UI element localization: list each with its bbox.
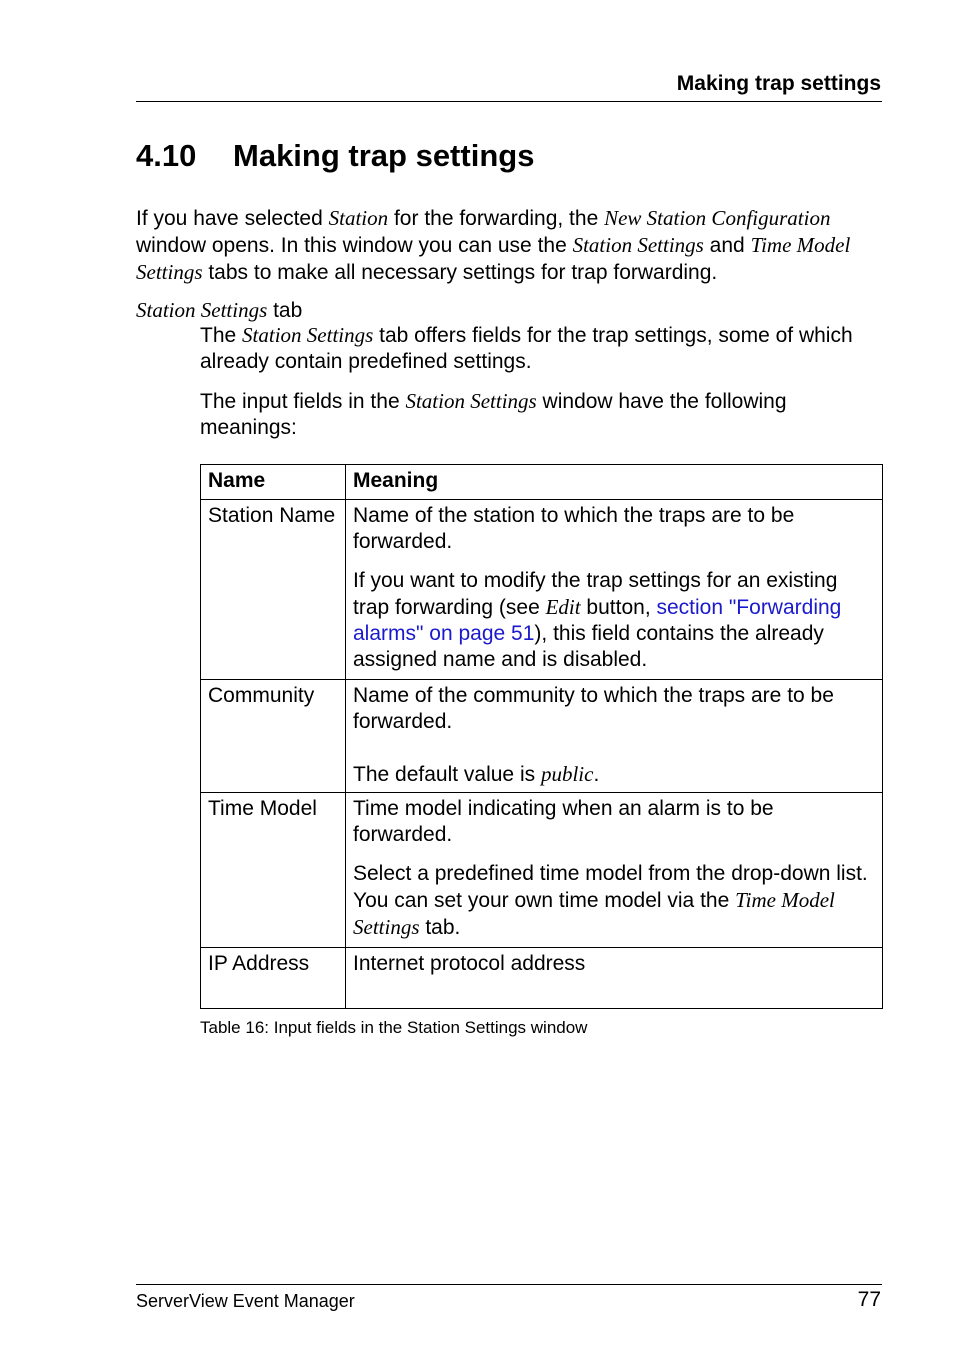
column-header-name: Name: [201, 465, 346, 500]
section-heading: [136, 138, 534, 174]
field-meaning: [346, 680, 883, 793]
header-rule: [136, 101, 882, 102]
meaning-paragraph: [353, 761, 876, 788]
footer-title: ServerView Event Manager: [136, 1291, 355, 1311]
page-number: 77: [857, 1288, 881, 1311]
meaning-text: The default value is: [353, 763, 541, 786]
field-name: Station Name: [201, 500, 346, 680]
intro-emphasis: Station Settings: [572, 233, 704, 257]
intro-emphasis: Time Model Settings: [136, 233, 851, 284]
table-header-row: [201, 465, 883, 500]
meaning-emphasis: Edit: [545, 595, 581, 619]
input-intro-text: window have the following meanings:: [200, 390, 787, 439]
section-number: 4.10: [136, 138, 197, 173]
meaning-paragraph: Internet protocol address: [353, 952, 586, 975]
input-intro-emphasis: Station Settings: [405, 389, 537, 413]
intro-text: tabs to make all necessary settings for trap forwarding.: [202, 261, 718, 284]
meaning-text: tab.: [419, 916, 461, 939]
forwarding-alarms-link[interactable]: section "Forwarding alarms" on page 51: [353, 596, 842, 645]
meaning-paragraph: [353, 861, 876, 941]
input-intro-text: The input fields in the: [200, 390, 406, 413]
table-row: [201, 948, 883, 1009]
tab-heading-emphasis: Station Settings: [136, 298, 268, 322]
field-name: Time Model: [201, 793, 346, 948]
meaning-text: button,: [580, 596, 657, 619]
meaning-paragraph: Name of the station to which the traps are to be forwarded.: [353, 504, 795, 553]
meaning-text: .: [593, 763, 600, 786]
section-title: Making trap settings: [233, 138, 535, 173]
tab-desc-text: tab offers fields for the trap settings, some of which already contain predefined settings.: [200, 324, 853, 373]
field-meaning: [346, 793, 883, 948]
intro-emphasis: New Station Configuration: [604, 206, 831, 230]
table-row: [201, 680, 883, 793]
meaning-text: If you want to modify the trap settings for an existing trap forwarding (see: [353, 569, 838, 619]
tab-heading-text: tab: [267, 299, 303, 322]
intro-text: and: [703, 234, 751, 257]
footer-rule: [136, 1284, 882, 1285]
intro-text: window opens. In this window you can use the: [136, 234, 573, 257]
intro-emphasis: Station: [328, 206, 389, 230]
intro-text: If you have selected: [136, 207, 329, 230]
input-fields-intro: [200, 388, 882, 441]
field-meaning: [346, 500, 883, 680]
input-fields-table: [200, 464, 883, 1009]
field-name: Community: [201, 680, 346, 793]
tab-desc-text: The: [200, 324, 243, 347]
meaning-text: ), this field contains the already assigned name and is disabled.: [353, 622, 824, 671]
meaning-paragraph: Time model indicating when an alarm is to be forwarded.: [353, 797, 774, 846]
meaning-paragraph: [353, 568, 876, 673]
tab-desc-emphasis: Station Settings: [242, 323, 374, 347]
meaning-paragraph: Name of the community to which the traps are to be forwarded.: [353, 684, 834, 733]
column-header-meaning: Meaning: [346, 465, 883, 500]
field-meaning: [346, 948, 883, 1009]
table-row: [201, 793, 883, 948]
running-header: Making trap settings: [676, 72, 881, 95]
meaning-text: Select a predefined time model from the drop-down list. You can set your own time model via the: [353, 862, 868, 912]
table-caption: Table 16: Input fields in the Station Settings window: [200, 1018, 588, 1037]
intro-paragraph: [136, 205, 882, 286]
tab-heading: [136, 297, 302, 324]
table-row: [201, 500, 883, 680]
meaning-emphasis: Time Model Settings: [353, 888, 835, 939]
field-name: IP Address: [201, 948, 346, 1009]
tab-description: [200, 322, 882, 375]
intro-text: for the forwarding, the: [388, 207, 605, 230]
meaning-emphasis: public: [540, 762, 594, 786]
